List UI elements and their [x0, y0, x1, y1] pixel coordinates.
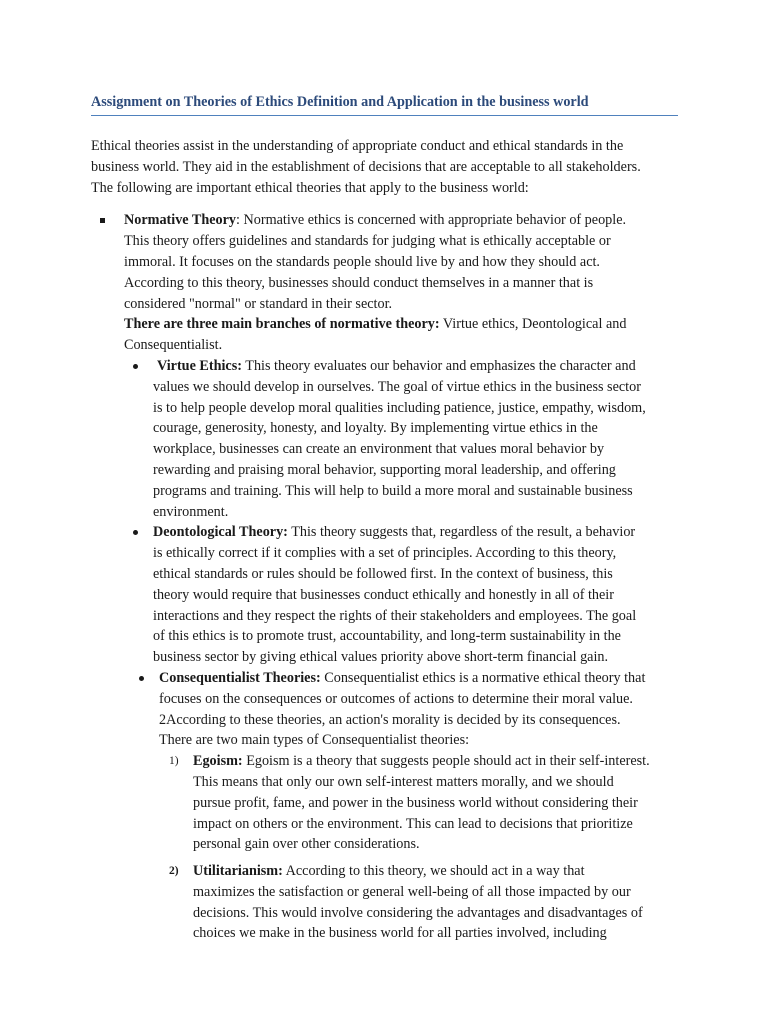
- virtue-line: values we should develop in ourselves. The goal of virtue ethics in the business sector: [153, 378, 641, 395]
- virtue-heading: Virtue Ethics:: [157, 357, 242, 374]
- list-item-deontological-theory: [153, 522, 691, 668]
- egoism-line: personal gain over other considerations.: [193, 836, 420, 853]
- egoism-line: impact on others or the environment. This can lead to decisions that prioritize: [193, 815, 633, 832]
- deontological-line: business sector by giving ethical values priority above short-term financial gain.: [153, 649, 609, 666]
- deontological-first-line: Deontological Theory: This theory suggests that, regardless of the result, a behavior: [153, 524, 636, 541]
- list-number: 1): [169, 755, 179, 768]
- deontological-line: theory would require that businesses conduct ethically and honestly in all of their: [153, 586, 614, 603]
- consequentialist-line: There are two main types of Consequentialist theories:: [159, 732, 470, 749]
- round-bullet-icon: [139, 676, 144, 681]
- round-bullet-icon: [133, 364, 138, 369]
- deontological-line: interactions and they respect the rights of their stakeholders and employees. The goal: [153, 607, 637, 624]
- consequentialist-first-line: Consequentialist Theories: Consequentialist ethics is a normative ethical theory that: [159, 669, 646, 686]
- utilitarianism-line: decisions. This would involve considering the advantages and disadvantages of: [193, 904, 643, 921]
- normative-line: immoral. It focuses on the standards people should live by and how they should act.: [124, 253, 600, 270]
- list-item-utilitarianism: [169, 861, 691, 944]
- egoism-line: pursue profit, fame, and power in the business world without considering their: [193, 794, 638, 811]
- intro-line: Ethical theories assist in the understanding of appropriate conduct and ethical standards in the: [91, 138, 624, 154]
- utilitarianism-line: choices we make in the business world for all parties involved, including: [193, 925, 607, 942]
- list-item-egoism: [169, 751, 691, 855]
- deontological-line: is ethically correct if it complies with a set of principles. According to this theory,: [153, 545, 617, 562]
- normative-branches-line: Consequentialist.: [124, 337, 223, 354]
- list-item-consequentialist-theories: [159, 668, 691, 944]
- utilitarianism-line: maximizes the satisfaction or general well-being of all those impacted by our: [193, 883, 631, 900]
- deontological-line: ethical standards or rules should be followed first. In the context of business, this: [153, 565, 613, 582]
- title-underline: [91, 115, 678, 116]
- normative-heading: Normative Theory: [124, 212, 237, 229]
- consequentialist-heading: Consequentialist Theories:: [159, 669, 321, 686]
- virtue-line: environment.: [153, 503, 229, 520]
- document-body: [91, 136, 691, 944]
- normative-line: considered "normal" or standard in their sector.: [124, 295, 393, 312]
- utilitarianism-heading: Utilitarianism:: [193, 863, 283, 880]
- normative-branches-line: There are three main branches of normative theory: Virtue ethics, Deontological and: [124, 316, 627, 333]
- egoism-heading: Egoism:: [193, 753, 243, 770]
- virtue-line: courage, generosity, honesty, and loyalty. By implementing virtue ethics in the: [153, 420, 598, 437]
- normative-branches-heading: There are three main branches of normative theory:: [124, 316, 440, 333]
- virtue-line: workplace, businesses can create an environment that values moral behavior by: [153, 441, 605, 458]
- consequentialist-line: focuses on the consequences or outcomes of actions to determine their moral value.: [159, 690, 633, 707]
- virtue-line: is to help people develop moral qualities including patience, justice, empathy, wisdom,: [153, 399, 646, 416]
- virtue-line: programs and training. This will help to build a more moral and sustainable business: [153, 482, 633, 499]
- list-number: 2): [169, 865, 179, 878]
- normative-first-line: Normative Theory: Normative ethics is concerned with appropriate behavior of people.: [124, 212, 627, 229]
- square-bullet-icon: [100, 218, 105, 223]
- virtue-first-line: Virtue Ethics: This theory evaluates our behavior and emphasizes the character and: [157, 357, 636, 374]
- list-item-normative-theory: [91, 210, 691, 944]
- list-item-virtue-ethics: [153, 356, 691, 522]
- virtue-line: rewarding and praising moral behavior, supporting moral leadership, and offering: [153, 461, 616, 478]
- normative-line: This theory offers guidelines and standards for judging what is ethically acceptable or: [124, 233, 611, 250]
- intro-paragraph: [91, 136, 691, 198]
- round-bullet-icon: [133, 530, 138, 535]
- intro-line: business world. They aid in the establishment of decisions that are acceptable to all stakeholders.: [91, 158, 641, 175]
- document-title: Assignment on Theories of Ethics Definition and Application in the business world: [91, 94, 589, 110]
- deontological-heading: Deontological Theory:: [153, 524, 288, 541]
- deontological-line: of this ethics is to promote trust, accountability, and long-term sustainability in the: [153, 628, 621, 645]
- egoism-line: This means that only our own self-interest matters morally, and we should: [193, 773, 614, 790]
- utilitarianism-first-line: Utilitarianism: According to this theory, we should act in a way that: [193, 863, 585, 880]
- normative-line: According to this theory, businesses should conduct themselves in a manner that is: [124, 274, 594, 291]
- consequentialist-line: 2According to these theories, an action's morality is decided by its consequences.: [159, 711, 621, 728]
- egoism-first-line: Egoism: Egoism is a theory that suggests people should act in their self-interest.: [193, 753, 650, 770]
- intro-line: The following are important ethical theories that apply to the business world:: [91, 179, 529, 196]
